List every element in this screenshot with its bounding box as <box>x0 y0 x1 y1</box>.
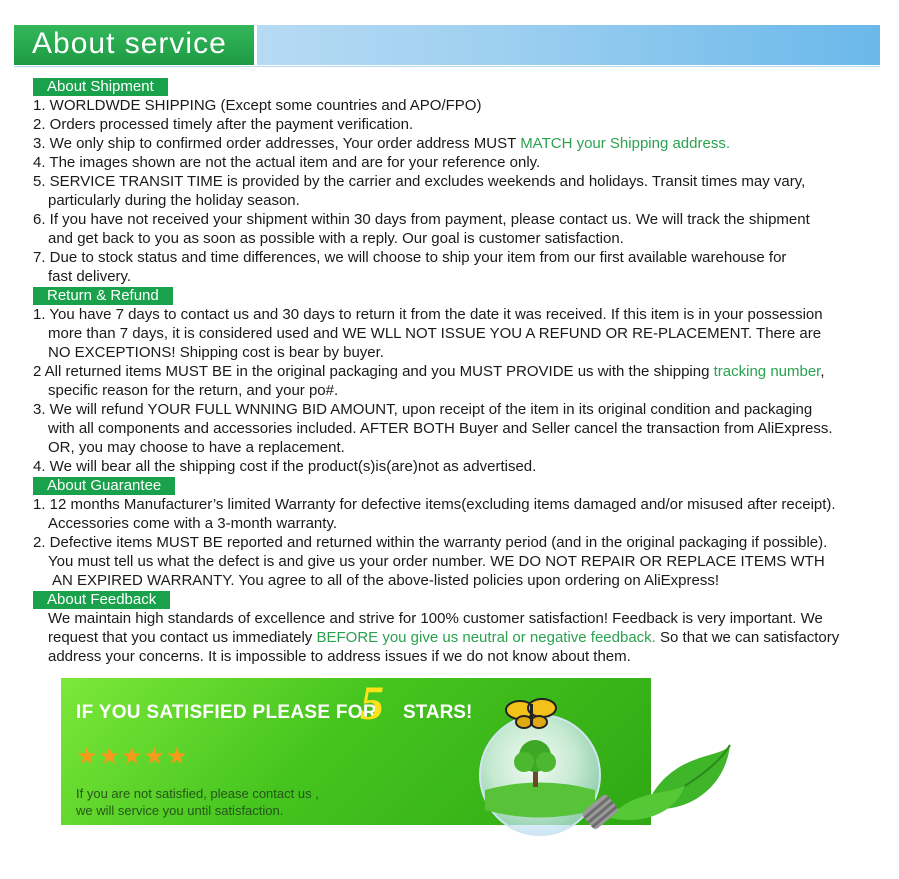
feedback-highlight-before: BEFORE you give us neutral or negative feedback. <box>316 629 656 646</box>
shipment-line-1: 1. WORLDWDE SHIPPING (Except some countries and APO/FPO) <box>33 97 482 114</box>
guarantee-line-1: 1. 12 months Manufacturer’s limited Warranty for defective items(excluding items damaged and/or misused after receipt). <box>33 496 836 513</box>
feedback-line-2-tail: So that we can satisfactory <box>655 629 840 646</box>
shipment-line-3-text: 3. We only ship to confirmed order addresses, Your order address MUST <box>33 135 521 152</box>
section-label-shipment: About Shipment <box>33 78 168 96</box>
refund-line-1b: more than 7 days, it is considered used and WE WLL NOT ISSUE YOU A REFUND OR RE-PLACEMENT. There are <box>48 325 822 342</box>
shipment-line-5b: particularly during the holiday season. <box>48 192 300 209</box>
page-title: About service <box>32 27 227 60</box>
promo-subtext-2: we will service you until satisfaction. <box>76 803 284 818</box>
shipment-line-4: 4. The images shown are not the actual item and are for your reference only. <box>33 154 541 171</box>
feedback-line-2 <box>48 628 839 647</box>
guarantee-line-1b: Accessories come with a 3-month warranty. <box>48 515 337 532</box>
section-label-guarantee: About Guarantee <box>33 477 175 495</box>
refund-line-3b: with all components and accessories included. AFTER BOTH Buyer and Seller cancel the transaction from AliExpress. <box>48 420 833 437</box>
section-label-refund: Return & Refund <box>33 287 173 305</box>
refund-line-4: 4. We will bear all the shipping cost if the product(s)is(are)not as advertised. <box>33 458 537 475</box>
promo-five-number: 5 <box>360 677 384 730</box>
promo-stars-word: STARS! <box>403 702 473 723</box>
shipment-highlight-match: MATCH your Shipping address. <box>520 135 730 152</box>
shipment-line-7b: fast delivery. <box>48 268 132 285</box>
refund-line-3c: OR, you may choose to have a replacement. <box>48 439 345 456</box>
shipment-line-7: 7. Due to stock status and time differences, we will choose to ship your item from our first available warehouse for <box>33 249 787 266</box>
five-stars-icon: ★★★★★ <box>76 743 189 770</box>
promo-title: IF YOU SATISFIED PLEASE FOR <box>76 702 377 723</box>
shipment-line-6: 6. If you have not received your shipment within 30 days from payment, please contact us. We will track the shipment <box>33 211 810 228</box>
shipment-line-2: 2. Orders processed timely after the payment verification. <box>33 116 414 133</box>
feedback-line-2-text: request that you contact us immediately <box>48 629 317 646</box>
feedback-line-3: address your concerns. It is impossible to address issues if we do not know about them. <box>48 648 631 665</box>
refund-line-1: 1. You have 7 days to contact us and 30 days to return it from the date it was received. If this item is in your possession <box>33 306 823 323</box>
shipment-line-5: 5. SERVICE TRANSIT TIME is provided by the carrier and excludes weekends and holidays. Transit times may vary, <box>33 173 806 190</box>
feedback-line-1: We maintain high standards of excellence and strive for 100% customer satisfaction! Feedback is very important. We <box>48 610 823 627</box>
shipment-line-3 <box>33 134 730 153</box>
promo-subtext-1: If you are not satisfied, please contact us , <box>76 786 319 801</box>
guarantee-line-2b: You must tell us what the defect is and give us your order number. WE DO NOT REPAIR OR REPLACE ITEMS WTH <box>48 553 825 570</box>
refund-line-3: 3. We will refund YOUR FULL WNNING BID AMOUNT, upon receipt of the item in its original condition and packaging <box>33 401 813 418</box>
refund-line-2b: specific reason for the return, and your po#. <box>48 382 339 399</box>
refund-highlight-tracking: tracking number <box>713 363 821 380</box>
section-label-feedback: About Feedback <box>33 591 170 609</box>
refund-line-2-text: 2 All returned items MUST BE in the original packaging and you MUST PROVIDE us with the shipping <box>33 363 714 380</box>
guarantee-line-2c: AN EXPIRED WARRANTY. You agree to all of the above-listed policies upon ordering on AliExpress! <box>52 572 720 589</box>
refund-line-2 <box>33 362 825 381</box>
shipment-line-6b: and get back to you as soon as possible with a reply. Our goal is customer satisfaction. <box>48 230 624 247</box>
lightbulb-icon <box>430 690 750 840</box>
header-divider <box>14 66 880 67</box>
guarantee-line-2: 2. Defective items MUST BE reported and returned within the warranty period (and in the original packaging if possible). <box>33 534 828 551</box>
refund-line-1c: NO EXCEPTIONS! Shipping cost is bear by buyer. <box>48 344 384 361</box>
refund-line-2-comma: , <box>820 363 825 380</box>
